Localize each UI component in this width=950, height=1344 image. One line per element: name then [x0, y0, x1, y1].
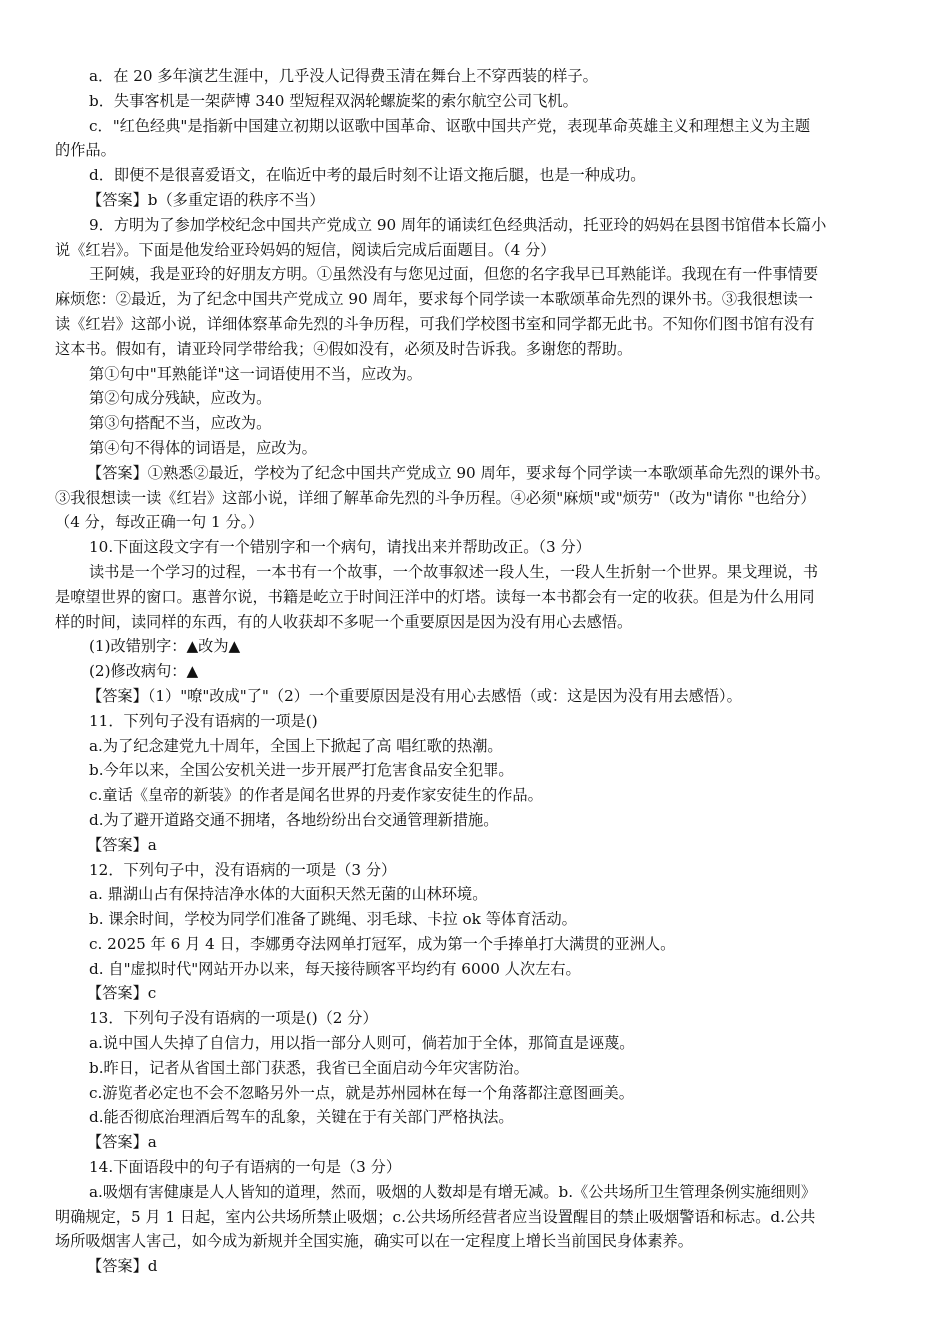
text-line: a.为了纪念建党九十周年，全国上下掀起了高 唱红歌的热潮。: [89, 736, 503, 755]
text-line: 这本书。假如有，请亚玲同学带给我；④假如没有，必须及时告诉我。多谢您的帮助。: [55, 339, 633, 358]
text-line: 9．方明为了参加学校纪念中国共产党成立 90 周年的诵读红色经典活动，托亚玲的妈妈在县图书馆借本长篇小: [89, 215, 827, 234]
answer-line: 【答案】a: [87, 835, 157, 854]
answer-line: 【答案】b（多重定语的秩序不当）: [87, 190, 325, 209]
text-line: b. 课余时间，学校为同学们准备了跳绳、羽毛球、卡拉 ok 等体育活动。: [89, 910, 577, 929]
text-line: 是嘹望世界的窗口。惠普尔说，书籍是屹立于时间汪洋中的灯塔。读每一本书都会有一定的收获。但是为什么用同: [55, 587, 815, 606]
text-line: （4 分，每改正确一句 1 分。）: [55, 513, 264, 532]
text-line: c．"红色经典"是指新中国建立初期以讴歌中国革命、讴歌中国共产党，表现革命英雄主义和理想主义为主题: [89, 116, 811, 135]
text-line: a．在 20 多年演艺生涯中，几乎没人记得费玉清在舞台上不穿西装的样子。: [89, 67, 598, 85]
text-line: 样的时间，读同样的东西，有的人收获却不多呢一个重要原因是因为没有用心去感悟。: [55, 612, 633, 631]
text-line: 读《红岩》这部小说，详细体察革命先烈的斗争历程，可我们学校图书室和同学都无此书。不知你们图书馆有没有: [55, 314, 815, 333]
text-line: ③我很想读一读《红岩》这部小说，详细了解革命先烈的斗争历程。④必须"麻烦"或"烦劳"（改为"请你 "也给分）: [55, 488, 816, 507]
text-line: a.说中国人失掉了自信力，用以指一部分人则可，倘若加于全体，那简直是诬蔑。: [89, 1034, 635, 1053]
text-line: b.今年以来，全国公安机关进一步开展严打危害食品安全犯罪。: [89, 761, 514, 780]
text-line: b．失事客机是一架萨博 340 型短程双涡轮螺旋桨的索尔航空公司飞机。: [89, 91, 578, 110]
text-line: c.童话《皇帝的新装》的作者是闻名世界的丹麦作家安徒生的作品。: [89, 786, 543, 805]
text-line: (1)改错别字：▲改为▲: [89, 637, 241, 656]
answer-line: 【答案】c: [87, 984, 157, 1003]
answer-line: 【答案】①熟悉②最近，学校为了纪念中国共产党成立 90 周年，要求每个同学读一本歌颂革命先烈的课外书。: [87, 463, 830, 482]
text-line: 的作品。: [55, 141, 116, 160]
text-line: 第①句中"耳熟能详"这一词语使用不当，应改为。: [89, 364, 422, 383]
text-line: 11．下列句子没有语病的一项是(): [89, 711, 318, 730]
text-line: 麻烦您：②最近，为了纪念中国共产党成立 90 周年，要求每个同学读一本歌颂革命先烈的课外书。③我很想读一: [55, 290, 813, 309]
text-line: 场所吸烟害人害己，如今成为新规并全国实施，确实可以在一定程度上增长当前国民身体素养。: [55, 1232, 693, 1251]
text-line: a. 鼎湖山占有保持洁净水体的大面积天然无菌的山林环境。: [89, 885, 488, 904]
text-line: 明确规定，5 月 1 日起，室内公共场所禁止吸烟；c.公共场所经营者应当设置醒目的禁止吸烟警语和标志。d.公共: [55, 1207, 816, 1226]
text-line: 10.下面这段文字有一个错别字和一个病句，请找出来并帮助改正。（3 分）: [89, 538, 591, 557]
answer-line: 【答案】a: [87, 1133, 157, 1152]
answer-line: 【答案】d: [87, 1257, 158, 1276]
text-line: 13．下列句子没有语病的一项是()（2 分）: [89, 1009, 378, 1028]
text-line: 王阿姨，我是亚玲的好朋友方明。①虽然没有与您见过面，但您的名字我早已耳熟能详。我现在有一件事情要: [89, 265, 818, 284]
answer-line: 【答案】（1）"嘹"改成"了"（2）一个重要原因是没有用心去感悟（或：这是因为没有用去感悟）。: [87, 686, 742, 705]
text-line: 14.下面语段中的句子有语病的一句是（3 分）: [89, 1158, 402, 1177]
text-line: a.吸烟有害健康是人人皆知的道理，然而，吸烟的人数却是有增无减。b.《公共场所卫生管理条例实施细则》: [89, 1182, 817, 1201]
text-line: 说《红岩》。下面是他发给亚玲妈妈的短信，阅读后完成后面题目。（4 分）: [55, 240, 556, 259]
text-line: 第③句搭配不当，应改为。: [89, 414, 272, 433]
text-line: b.昨日，记者从省国土部门获悉，我省已全面启动今年灾害防治。: [89, 1058, 529, 1077]
text-line: (2)修改病句：▲: [89, 662, 199, 681]
document-body: [55, 64, 897, 1279]
text-line: d. 自"虚拟时代"网站开办以来，每天接待顾客平均约有 6000 人次左右。: [89, 959, 581, 978]
text-line: d．即便不是很喜爱语文，在临近中考的最后时刻不让语文拖后腿，也是一种成功。: [89, 166, 646, 185]
text-line: d.能否彻底治理酒后驾车的乱象，关键在于有关部门严格执法。: [89, 1108, 514, 1127]
text-line: 读书是一个学习的过程，一本书有一个故事，一个故事叙述一段人生，一段人生折射一个世界。果戈理说，书: [89, 562, 818, 581]
text-line: 第②句成分残缺，应改为。: [89, 389, 272, 408]
text-line: 第④句不得体的词语是，应改为。: [89, 438, 317, 457]
text-line: c.游览者必定也不会不忽略另外一点，就是苏州园林在每一个角落都注意图画美。: [89, 1083, 634, 1102]
text-line: 12．下列句子中，没有语病的一项是（3 分）: [89, 860, 397, 879]
text-line: c. 2025 年 6 月 4 日，李娜勇夺法网单打冠军，成为第一个手捧单打大满贯的亚洲人。: [89, 934, 676, 953]
text-line: d.为了避开道路交通不拥堵，各地纷纷出台交通管理新措施。: [89, 810, 499, 829]
